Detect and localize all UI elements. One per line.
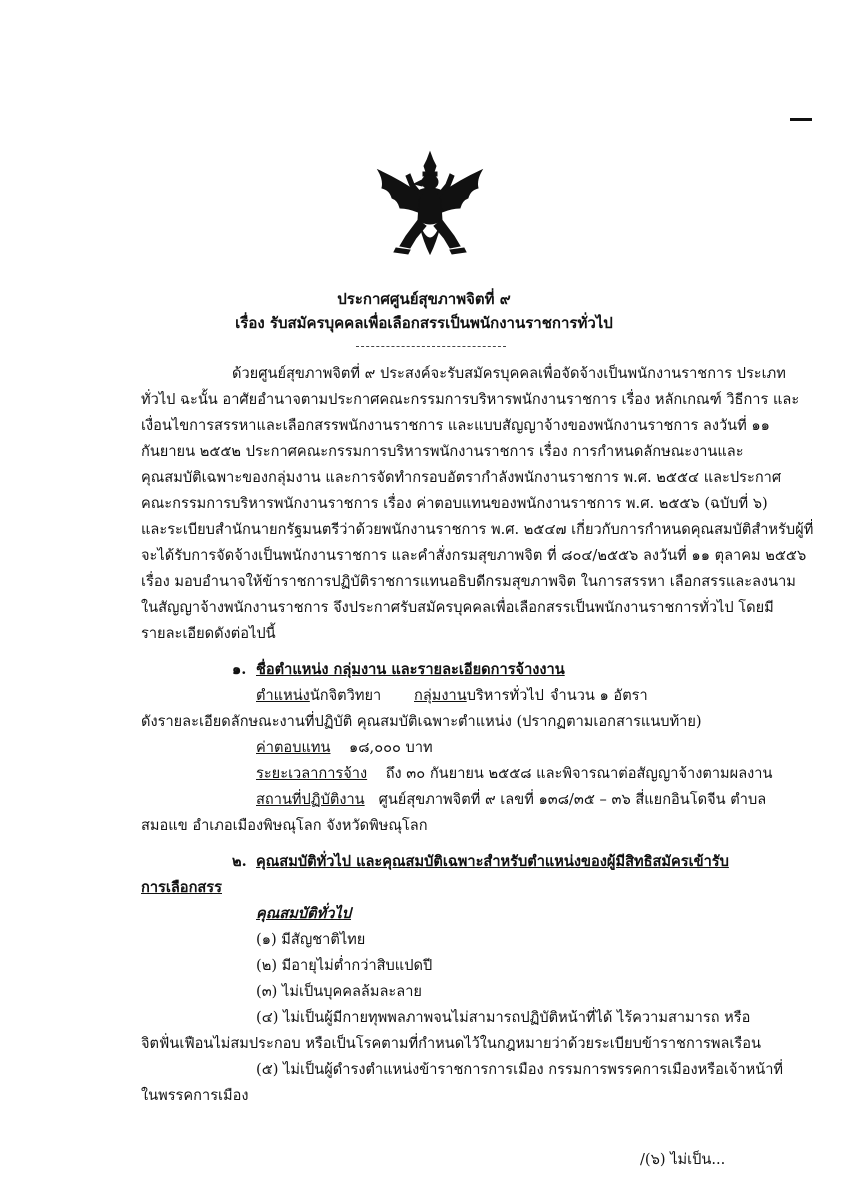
place-value-continued: สมอแข อำเภอเมืองพิษณุโลก จังหวัดพิษณุโลก <box>141 817 428 834</box>
intro-line-10: ในสัญญาจ้างพนักงานราชการ จึงประกาศรับสมัครบุคคลเพื่อเลือกสรรเป็นพนักงานราชการทั่วไป โดยมี <box>141 599 774 616</box>
group-value: บริหารทั่วไป <box>466 687 544 704</box>
group-label: กลุ่มงาน <box>414 687 467 704</box>
garuda-emblem-icon <box>370 150 490 262</box>
intro-line-4: กันยายน ๒๕๕๒ ประกาศคณะกรรมการบริหารพนักงานราชการ เรื่อง การกำหนดลักษณะงานและ <box>141 443 744 460</box>
intro-line-3: เงื่อนไขการสรรหาและเลือกสรรพนักงานราชการ และแบบสัญญาจ้างของพนักงานราชการ ลงวันที่ ๑๑ <box>141 417 770 434</box>
section-2-heading: คุณสมบัติทั่วไป และคุณสมบัติเฉพาะสำหรับตำแหน่งของผู้มีสิทธิสมัครเข้ารับ <box>256 853 729 870</box>
period-value: ถึง ๓๐ กันยายน ๒๕๕๘ และพิจารณาต่อสัญญาจ้างตามผลงาน <box>385 765 773 782</box>
position-row <box>256 686 381 706</box>
section-1-heading: ชื่อตำแหน่ง กลุ่มงาน และรายละเอียดการจ้างงาน <box>256 661 565 678</box>
pay-label: ค่าตอบแทน <box>256 739 331 756</box>
section-2-heading-continued: การเลือกสรร <box>141 879 222 896</box>
qualification-item-3: (๓) ไม่เป็นบุคคลล้มละลาย <box>256 983 422 1000</box>
group-row <box>414 686 544 706</box>
intro-line-2: ทั่วไป ฉะนั้น อาศัยอำนาจตามประกาศคณะกรรมการบริหารพนักงานราชการ เรื่อง หลักเกณฑ์ วิธีการ และ <box>141 391 800 408</box>
pay-row <box>256 738 433 758</box>
announcement-subject: เรื่อง รับสมัครบุคคลเพื่อเลือกสรรเป็นพนักงานราชการทั่วไป <box>235 314 613 332</box>
place-label: สถานที่ปฏิบัติงาน <box>256 791 365 808</box>
page-continuation: /(๖) ไม่เป็น... <box>640 1151 726 1168</box>
period-label: ระยะเวลาการจ้าง <box>256 765 368 782</box>
qualification-item-5-continued: ในพรรคการเมือง <box>141 1087 249 1104</box>
qualification-item-2: (๒) มีอายุไม่ต่ำกว่าสิบแปดปี <box>256 957 433 974</box>
section-1-number: ๑. <box>232 661 247 678</box>
general-qualifications-heading: คุณสมบัติทั่วไป <box>256 905 351 922</box>
qualification-item-1: (๑) มีสัญชาติไทย <box>256 931 366 948</box>
intro-line-6: คณะกรรมการบริหารพนักงานราชการ เรื่อง ค่าตอบแทนของพนักงานราชการ พ.ศ. ๒๕๕๖ (ฉบับที่ ๖) <box>141 495 768 512</box>
intro-line-5: คุณสมบัติเฉพาะของกลุ่มงาน และการจัดทำกรอบอัตรากำลังพนักงานราชการ พ.ศ. ๒๕๕๔ และประกาศ <box>141 469 782 486</box>
job-details: ดังรายละเอียดลักษณะงานที่ปฏิบัติ คุณสมบัติเฉพาะตำแหน่ง (ปรากฏตามเอกสารแนบท้าย) <box>141 713 702 730</box>
qualification-item-4: (๔) ไม่เป็นผู้มีกายทุพพลภาพจนไม่สามารถปฏิบัติหน้าที่ได้ ไร้ความสามารถ หรือ <box>256 1009 751 1026</box>
intro-line-1: ด้วยศูนย์สุขภาพจิตที่ ๙ ประสงค์จะรับสมัครบุคคลเพื่อจัดจ้างเป็นพนักงานราชการ ประเภท <box>232 365 786 382</box>
qualification-item-4-continued: จิตฟั่นเฟือนไม่สมประกอบ หรือเป็นโรคตามที่กำหนดไว้ในกฎหมายว่าด้วยระเบียบข้าราชการพลเรือน <box>141 1035 761 1052</box>
title-divider <box>356 346 506 347</box>
scan-mark <box>790 118 812 121</box>
intro-line-7: และระเบียบสำนักนายกรัฐมนตรีว่าด้วยพนักงานราชการ พ.ศ. ๒๕๔๗ เกี่ยวกับการกำหนดคุณสมบัติสำหรับผู้ที่ <box>141 521 814 538</box>
announcement-title: ประกาศศูนย์สุขภาพจิตที่ ๙ <box>337 290 511 308</box>
period-row <box>256 764 772 784</box>
place-row <box>256 790 766 810</box>
intro-line-11: รายละเอียดดังต่อไปนี้ <box>141 625 276 642</box>
intro-line-9: เรื่อง มอบอำนาจให้ข้าราชการปฏิบัติราชการแทนอธิบดีกรมสุขภาพจิต ในการสรรหา เลือกสรรและลงนาม <box>141 573 796 590</box>
place-value: ศูนย์สุขภาพจิตที่ ๙ เลขที่ ๑๓๘/๓๕ – ๓๖ สี่แยกอินโดจีน ตำบล <box>378 791 767 808</box>
position-count: จำนวน ๑ อัตรา <box>550 687 648 704</box>
position-label: ตำแหน่ง <box>256 687 310 704</box>
position-value: นักจิตวิทยา <box>309 687 382 704</box>
section-2-number: ๒. <box>232 853 247 870</box>
intro-line-8: จะได้รับการจัดจ้างเป็นพนักงานราชการ และคำสั่งกรมสุขภาพจิต ที่ ๘๐๔/๒๕๕๖ ลงวันที่ ๑๑ ตุลาคม ๒๕๕๖ <box>141 547 807 564</box>
pay-value: ๑๘,๐๐๐ บาท <box>349 739 433 756</box>
qualification-item-5: (๕) ไม่เป็นผู้ดำรงตำแหน่งข้าราชการการเมือง กรรมการพรรคการเมืองหรือเจ้าหน้าที่ <box>256 1061 784 1078</box>
